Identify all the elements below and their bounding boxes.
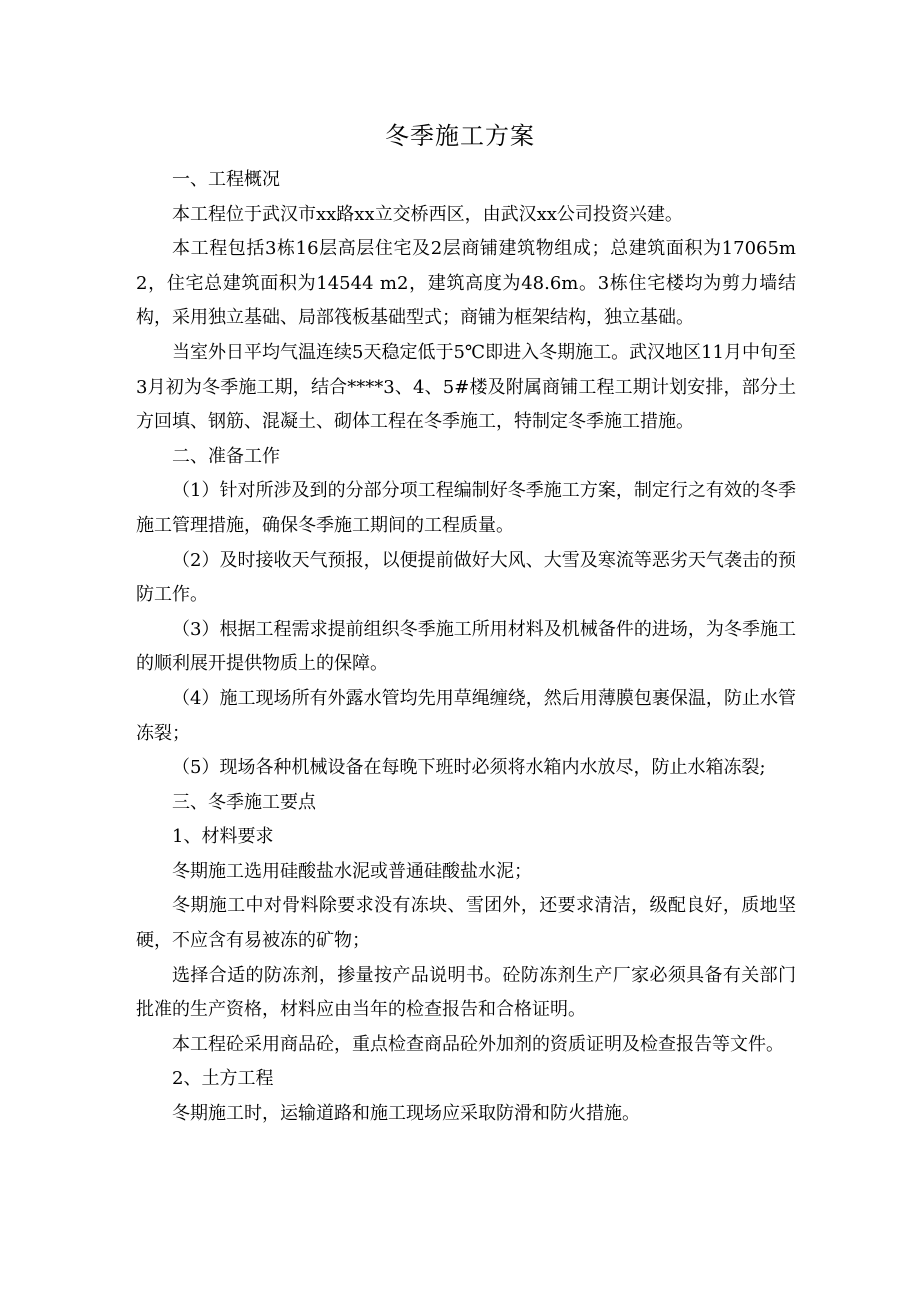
document-body [136, 163, 796, 1132]
list-item-prep-1: （1）针对所涉及到的分部分项工程编制好冬季施工方案，制定行之有效的冬季施工管理措施，确保冬季施工期间的工程质量。 [136, 480, 796, 536]
list-item-prep-5: （5）现场各种机械设备在每晚下班时必须将水箱内水放尽，防止水箱冻裂; [172, 757, 766, 779]
section-heading-preparation: 二、准备工作 [172, 445, 280, 467]
paragraph-antifreeze: 选择合适的防冻剂，掺量按产品说明书。砼防冻剂生产厂家必须具备有关部门批准的生产资格，材料应由当年的检查报告和合格证明。 [136, 964, 796, 1021]
paragraph-cement: 冬期施工选用硅酸盐水泥或普通硅酸盐水泥； [172, 860, 532, 882]
paragraph-aggregate: 冬期施工中对骨料除要求没有冻块、雪团外，还要求清洁，级配良好，质地坚硬，不应含有易被冻的矿物； [136, 895, 796, 952]
section-heading-key-points: 三、冬季施工要点 [172, 791, 316, 813]
paragraph-winter-period: 当室外日平均气温连续5天稳定低于5℃即进入冬期施工。武汉地区11月中旬至3月初为冬季施工期，结合****3、4、5#楼及附属商铺工程工期计划安排，部分土方回填、钢筋、混凝土、砌体工程在冬季施工，特制定冬季施工措施。 [136, 341, 796, 433]
subheading-earthwork: 2、土方工程 [172, 1068, 274, 1090]
document-title: 冬季施工方案 [385, 122, 535, 150]
list-item-prep-2: （2）及时接收天气预报，以便提前做好大风、大雪及寒流等恶劣天气袭击的预防工作。 [136, 549, 796, 606]
section-heading-overview: 一、工程概况 [172, 169, 280, 190]
paragraph-location: 本工程位于武汉市xx路xx立交桥西区，由武汉xx公司投资兴建。 [172, 203, 683, 225]
paragraph-earthwork: 冬期施工时，运输道路和施工现场应采取防滑和防火措施。 [172, 1103, 640, 1125]
list-item-prep-3: （3）根据工程需求提前组织冬季施工所用材料及机械备件的进场，为冬季施工的顺利展开提供物质上的保障。 [136, 618, 796, 675]
subheading-materials: 1、材料要求 [172, 826, 274, 848]
paragraph-commercial-concrete: 本工程砼采用商品砼，重点检查商品砼外加剂的资质证明及检查报告等文件。 [172, 1033, 784, 1055]
list-item-prep-4: （4）施工现场所有外露水管均先用草绳缠绕，然后用薄膜包裹保温，防止水管冻裂； [136, 687, 796, 744]
paragraph-scope: 本工程包括3栋16层高层住宅及2层商铺建筑物组成；总建筑面积为17065m2，住宅总建筑面积为14544 m2，建筑高度为48.6m。3栋住宅楼均为剪力墙结构，采用独立基础、局部筏板基础型式；商铺为框架结构，独立基础。 [136, 238, 796, 329]
